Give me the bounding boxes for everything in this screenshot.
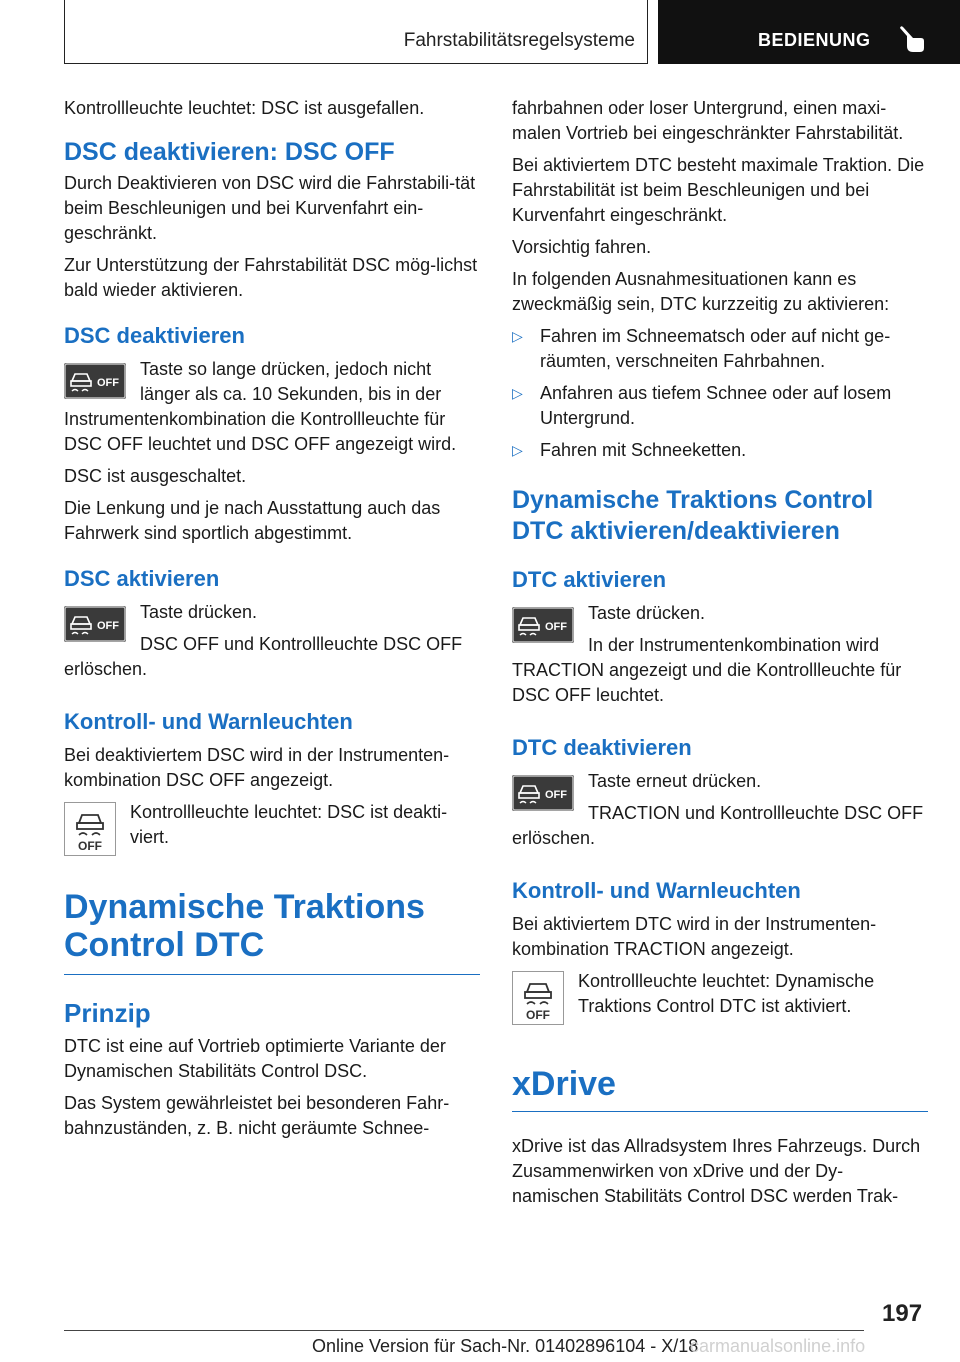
paragraph: Kontrollleuchte leuchtet: DSC ist deakti‐viert. xyxy=(130,802,448,847)
paragraph: DTC ist eine auf Vortrieb optimierte Variante der Dynamischen Stabilitäts Control DSC. xyxy=(64,1036,446,1081)
svg-text:OFF: OFF xyxy=(97,620,119,632)
dsc-off-warning-lamp-icon xyxy=(512,971,564,1025)
svg-text:OFF: OFF xyxy=(545,621,567,633)
paragraph: Kontrollleuchte leuchtet: Dynamische Traktions Control DTC ist aktiviert. xyxy=(578,971,875,1016)
heading-dsc-aktivieren: DSC aktivieren xyxy=(64,566,220,591)
paragraph: TRACTION und Kontrollleuchte DSC OFF erlöschen. xyxy=(512,803,924,848)
paragraph: Taste drücken. xyxy=(140,602,258,622)
header-chapter-box xyxy=(64,0,648,64)
paragraph: Bei aktiviertem DTC besteht maximale Traktion. Die Fahrstabilität ist beim Beschleunigen und bei Kurvenfahrt eingeschränkt. xyxy=(512,155,925,225)
right-column xyxy=(512,96,928,1216)
paragraph: Vorsichtig fahren. xyxy=(512,237,652,257)
triangle-bullet-icon: ▷ xyxy=(512,442,523,458)
dsc-off-button-icon xyxy=(512,775,574,811)
paragraph: Zur Unterstützung der Fahrstabilität DSC mög‐lichst bald wieder aktivieren. xyxy=(64,255,478,300)
header-chapter-title: Fahrstabilitätsregelsysteme xyxy=(403,30,635,51)
paragraph: fahrbahnen oder loser Untergrund, einen maxi‐malen Vortrieb bei eingeschränkter Fahrstabilität. xyxy=(512,98,904,143)
paragraph: Die Lenkung und je nach Ausstattung auch das Fahrwerk sind sportlich abgestimmt. xyxy=(64,498,441,543)
heading-dsc-off: DSC deaktivieren: DSC OFF xyxy=(64,138,395,166)
heading-dtc-aktivieren: DTC aktivieren xyxy=(512,567,667,592)
heading-kontroll-warnleuchten: Kontroll- und Warnleuchten xyxy=(512,878,801,903)
heading-dtc-toggle: Dynamische Traktions Control DTC aktivieren/deaktivieren xyxy=(512,486,874,545)
dsc-failure-text: Kontrollleuchte leuchtet: DSC ist ausgefallen. xyxy=(64,98,425,118)
paragraph: Taste erneut drücken. xyxy=(588,771,762,791)
triangle-bullet-icon: ▷ xyxy=(512,328,523,344)
paragraph: In folgenden Ausnahmesituationen kann es zweckmäßig sein, DTC kurzzeitig zu aktivieren: xyxy=(512,269,890,314)
svg-text:OFF: OFF xyxy=(97,377,119,389)
dsc-off-button-icon xyxy=(512,607,574,643)
heading-kontroll-warnleuchten: Kontroll- und Warnleuchten xyxy=(64,709,353,734)
heading-prinzip: Prinzip xyxy=(64,998,151,1028)
situation-list xyxy=(512,324,928,463)
footer-online-version: Online Version für Sach-Nr. 01402896104 - X/18 xyxy=(312,1336,699,1356)
paragraph: DSC ist ausgeschaltet. xyxy=(64,466,247,486)
page-number: 197 xyxy=(882,1300,923,1327)
footer-divider xyxy=(64,1330,864,1331)
list-item: ▷ Fahren im Schneematsch oder auf nicht ge‐räumten, verschneiten Fahrbahnen. xyxy=(512,326,891,371)
triangle-bullet-icon: ▷ xyxy=(512,385,523,401)
list-item: ▷ Anfahren aus tiefem Schnee oder auf losem Untergrund. xyxy=(512,383,892,428)
header-section-label: BEDIENUNG xyxy=(758,30,871,50)
heading-dtc-deaktivieren: DTC deaktivieren xyxy=(512,735,692,760)
svg-text:OFF: OFF xyxy=(526,1008,550,1022)
pointing-hand-icon xyxy=(894,24,928,58)
paragraph: Bei deaktiviertem DSC wird in der Instrumenten‐kombination DSC OFF angezeigt. xyxy=(64,745,450,790)
svg-text:OFF: OFF xyxy=(545,789,567,801)
paragraph: xDrive ist das Allradsystem Ihres Fahrzeugs. Durch Zusammenwirken von xDrive und der Dy‐namischen Stabilitäts Control DSC werden Trak‐ xyxy=(512,1136,921,1206)
left-column xyxy=(64,96,480,1148)
dsc-off-warning-lamp-icon xyxy=(64,802,116,856)
dsc-off-button-icon xyxy=(64,606,126,642)
list-item: ▷ Fahren mit Schneeketten. xyxy=(512,438,928,463)
paragraph: Das System gewährleistet bei besonderen Fahr‐bahnzuständen, z. B. nicht geräumte Schnee‐ xyxy=(64,1093,450,1138)
paragraph: DSC OFF und Kontrollleuchte DSC OFF erlöschen. xyxy=(64,634,463,679)
dsc-off-button-icon xyxy=(64,363,126,399)
paragraph: Bei aktiviertem DTC wird in der Instrumenten‐kombination TRACTION angezeigt. xyxy=(512,914,877,959)
paragraph: Taste so lange drücken, jedoch nicht länger als ca. 10 Sekunden, bis in der Instrumentenkombination die Kontrollleuchte für DSC OFF leuchtet und DSC OFF angezeigt wird. xyxy=(64,359,457,454)
paragraph: Durch Deaktivieren von DSC wird die Fahrstabili‐tät beim Beschleunigen und bei Kurvenfahrt ein‐geschränkt. xyxy=(64,173,476,243)
header-section-tab[interactable] xyxy=(658,0,960,64)
footer-watermark: carmanualsonline.info xyxy=(690,1336,866,1356)
paragraph: In der Instrumentenkombination wird TRACTION angezeigt und die Kontrollleuchte für DSC OFF leuchtet. xyxy=(512,635,902,705)
heading-xdrive: xDrive xyxy=(512,1065,928,1112)
paragraph: Taste drücken. xyxy=(588,603,706,623)
heading-dtc: Dynamische Traktions Control DTC xyxy=(64,888,480,975)
svg-text:OFF: OFF xyxy=(78,839,102,853)
heading-dsc-deaktivieren: DSC deaktivieren xyxy=(64,323,245,348)
